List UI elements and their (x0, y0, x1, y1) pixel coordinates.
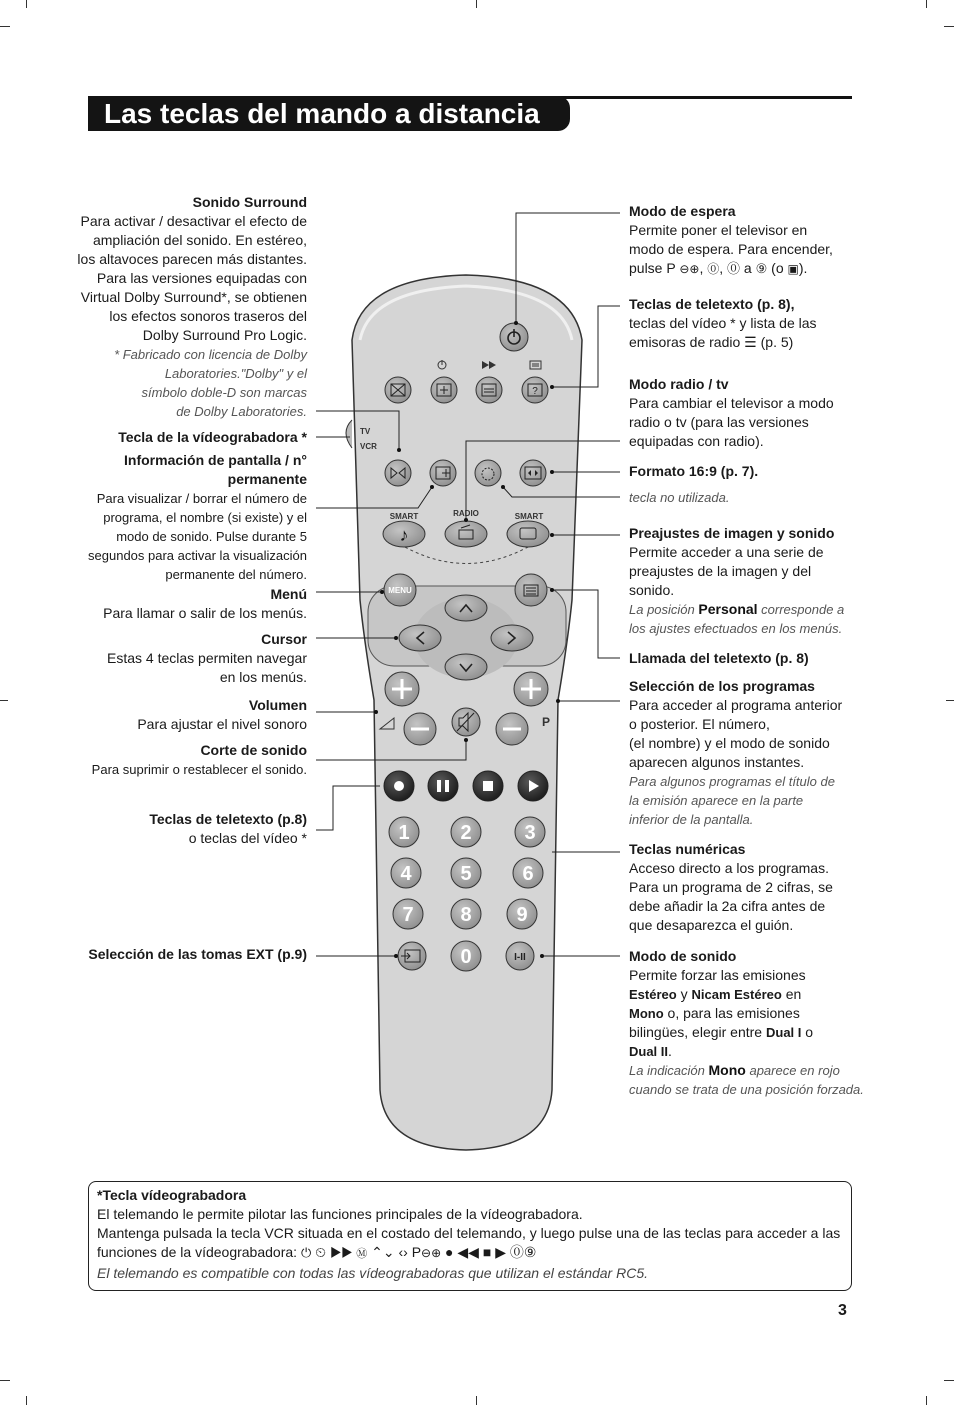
sound-mode-button (506, 942, 534, 970)
volume-plus-button (385, 672, 419, 706)
vcr-note-box (88, 1181, 852, 1291)
sound-mode-heading: Modo de sonido (629, 948, 737, 964)
teletext-call-button (515, 574, 547, 606)
radio-button (445, 521, 487, 547)
sleep-timer-button (475, 460, 501, 486)
programs-line: aparecen algunos instantes. (629, 754, 805, 770)
digit-5-button[interactable] (451, 858, 481, 888)
standby-sep: , (719, 260, 728, 276)
programs-note: la emisión aparece en la parte (629, 793, 804, 808)
info-description (40, 451, 307, 584)
and-word: y (680, 986, 688, 1002)
volume-description (40, 696, 307, 734)
minus-plus-icon: ⊖⊕ (421, 1246, 442, 1260)
cursor-left-right-icon: ‹› (398, 1244, 408, 1260)
digit-1-button[interactable] (389, 817, 419, 847)
timer-icon: ⏲ (315, 1244, 327, 1260)
teletext-vcr-description (40, 810, 307, 848)
note-line: El telemando le permite pilotar las funciones principales de la vídeograbadora. (97, 1206, 583, 1222)
surround-line: ampliación del sonido. En estéreo, (92, 232, 307, 248)
teletext-call-description (629, 649, 869, 668)
nicam-label: Nicam Estéreo (691, 987, 782, 1002)
sound-note-suffix: aparece en rojo (749, 1063, 840, 1078)
cursor-heading: Cursor (261, 631, 307, 647)
smart-sound-button (383, 521, 425, 547)
programs-note: inferior de la pantalla. (629, 812, 754, 827)
digit-label: 3 (524, 822, 536, 844)
numeric-line: Para un programa de 2 cifras, se (629, 879, 833, 895)
teletext-call-heading: Llamada del teletexto (p. 8) (629, 650, 809, 666)
play-button (518, 771, 548, 801)
info-line: Para visualizar / borrar el número de (96, 491, 307, 506)
dual-2-label: Dual II (629, 1044, 669, 1059)
presets-heading: Preajustes de imagen y sonido (629, 525, 835, 541)
numeric-line: que desaparezca el guión. (629, 917, 794, 933)
menu-heading: Menú (270, 586, 307, 602)
radio-line: Para cambiar el televisor a modo (629, 395, 834, 411)
radio-key-icon: ▣ (787, 262, 799, 276)
presets-description (629, 524, 869, 638)
note-footer: El telemando es compatible con todas las vídeograbadoras que utilizan el estándar RC5. (97, 1265, 648, 1281)
sound-mode-key-label: I-II (514, 952, 526, 963)
standby-icon: ⏻ (300, 1245, 312, 1260)
digit-6-button[interactable] (513, 858, 543, 888)
en-word: en (785, 986, 802, 1002)
or-word: o (805, 1024, 814, 1040)
digit-label: 9 (516, 904, 528, 926)
cursor-line: en los menús. (219, 669, 307, 685)
sound-mode-line-5 (629, 1042, 869, 1061)
menu-line: Para llamar o salir de los menús. (103, 605, 307, 621)
digits-0-9-icon: ⓪⑨ (509, 1244, 537, 1260)
list-icon: ☰ (744, 334, 757, 350)
radio-description (629, 375, 869, 451)
radio-label: RADIO (453, 509, 479, 518)
digit-9-icon: ⑨ (755, 261, 768, 276)
programs-note: Para algunos programas el título de (629, 774, 835, 789)
menu-icon: Ⓜ (356, 1248, 368, 1260)
cursor-line: Estas 4 teclas permiten navegar (107, 650, 307, 666)
digit-3-button[interactable] (515, 817, 545, 847)
sound-mode-line-4 (629, 1023, 869, 1042)
pause-button (428, 771, 458, 801)
presets-note-prefix: La posición (629, 602, 695, 617)
volume-heading: Volumen (248, 697, 307, 713)
digit-8-button[interactable] (451, 899, 481, 929)
fast-forward-icon: ▶▶ (329, 1244, 353, 1260)
minus-plus-icon: ⊖⊕ (679, 262, 700, 276)
programs-line: o posterior. El número, (629, 716, 770, 732)
digit-0-icon: ⓪ (727, 261, 741, 276)
standby-symbol-icon: ⓪ (707, 262, 720, 276)
standby-sep: (o (767, 260, 788, 276)
record-icon: ● (445, 1244, 454, 1260)
numeric-description (629, 840, 869, 935)
cursor-right-button (491, 625, 533, 651)
mute-button (452, 708, 480, 736)
surround-line: Para las versiones equipadas con (96, 270, 307, 286)
info-heading: Información de pantalla / n° (124, 452, 307, 468)
programs-description (629, 677, 869, 829)
teletext-red-button (431, 377, 457, 403)
standby-last-line (629, 259, 869, 279)
teletext-reveal-button (522, 377, 548, 403)
dolby-note: * Fabricado con licencia de Dolby (114, 347, 307, 362)
surround-line: Para activar / desactivar el efecto de (80, 213, 307, 229)
teletext-green-button (476, 377, 502, 403)
info-button (430, 460, 456, 486)
p-label: P (411, 1244, 422, 1260)
standby-sep: a (740, 260, 756, 276)
digit-label: 2 (460, 822, 472, 844)
standby-description (629, 202, 869, 279)
vcr-label: VCR (360, 442, 377, 451)
digit-label: 5 (460, 863, 472, 885)
surround-description (40, 193, 307, 421)
numeric-heading: Teclas numéricas (629, 841, 746, 857)
programs-line: (el nombre) y el modo de sonido (629, 735, 830, 751)
page-title: Las teclas del mando a distancia (88, 96, 570, 131)
standby-button (500, 323, 528, 351)
standby-heading: Modo de espera (629, 203, 736, 219)
surround-line: Dolby Surround Pro Logic. (142, 327, 307, 343)
menu-description (40, 585, 307, 623)
mute-description (40, 741, 307, 779)
vcr-key-heading: Tecla de la vídeograbadora * (118, 429, 307, 445)
presets-note (629, 600, 869, 619)
teletext-vcr-heading: Teclas de teletexto (p.8) (149, 811, 307, 827)
presets-line: preajustes de la imagen y del (629, 563, 812, 579)
presets-line: sonido. (629, 582, 675, 598)
surround-heading: Sonido Surround (192, 194, 307, 210)
digit-label: 7 (402, 904, 414, 926)
teletext-keys-suffix: (p. 5) (760, 334, 794, 350)
note-line-3-prefix: funciones de la vídeograbadora: (97, 1244, 298, 1260)
info-line: modo de sonido. Pulse durante 5 (116, 529, 307, 544)
radio-line: equipadas con radio). (629, 433, 764, 449)
digit-9-button[interactable] (507, 899, 537, 929)
record-button (384, 771, 414, 801)
format-heading: Formato 16:9 (p. 7). (629, 463, 759, 479)
sound-note-prefix: La indicación (629, 1063, 705, 1078)
info-line: permanente del número. (165, 567, 307, 582)
format-note: tecla no utilizada. (629, 490, 730, 505)
mute-heading: Corte de sonido (200, 742, 307, 758)
digit-7-button[interactable] (393, 899, 423, 929)
teletext-keys-last (629, 333, 869, 352)
smart-picture-button (507, 521, 549, 547)
teletext-keys-description (629, 295, 869, 352)
cursor-down-button (445, 654, 487, 680)
volume-minus-button (404, 713, 436, 745)
surround-line: los efectos sonoros traseros del (109, 308, 307, 324)
dual-1-label: Dual I (765, 1025, 802, 1040)
note-line-3 (97, 1243, 843, 1264)
mute-line: Para suprimir o restablecer el sonido. (91, 762, 307, 777)
menu-button (384, 574, 416, 606)
teletext-vcr-line: o teclas del vídeo * (188, 830, 307, 846)
format-description (629, 462, 869, 507)
stop-icon: ■ (482, 1244, 492, 1260)
dolby-note: de Dolby Laboratories. (176, 404, 307, 419)
ext-description (40, 945, 307, 964)
ext-heading: Selección de las tomas EXT (p.9) (88, 946, 307, 962)
presets-note-bold: Personal (698, 601, 758, 617)
stop-button (473, 771, 503, 801)
vcr-key-description (40, 428, 307, 447)
sound-mode-description (629, 947, 869, 1099)
tv-label: TV (360, 427, 371, 436)
svg-text:♪: ♪ (399, 525, 409, 545)
stereo-label: Estéreo (629, 987, 677, 1002)
teletext-keys-prefix: emisoras de radio (629, 334, 741, 350)
teletext-keys-heading: Teclas de teletexto (p. 8), (629, 296, 795, 312)
digit-label: 1 (398, 822, 410, 844)
surround-line: Virtual Dolby Surround*, se obtienen (80, 289, 307, 305)
smart-sound-label: SMART (389, 512, 419, 521)
surround-button (385, 377, 411, 403)
digit-label: 4 (400, 863, 412, 885)
standby-sep: , (699, 260, 708, 276)
surround-line: los altavoces parecen más distantes. (77, 251, 307, 267)
rewind-icon: ◀◀ (457, 1244, 479, 1260)
volume-line: Para ajustar el nivel sonoro (137, 716, 307, 732)
info-line: programa, el nombre (si existe) y el (103, 510, 307, 525)
period: . (668, 1043, 672, 1059)
standby-last-prefix: pulse P (629, 260, 676, 276)
sound-mode-line: Permite forzar las emisiones (629, 967, 806, 983)
teletext-keys-line: teclas del vídeo * y lista de las (629, 315, 817, 331)
program-plus-button (514, 672, 548, 706)
format-16-9-button (520, 460, 546, 486)
sound-mode-line-2 (629, 985, 869, 1004)
standby-line: Permite poner el televisor en (629, 222, 808, 238)
programs-line: Para acceder al programa anterior (629, 697, 843, 713)
numeric-line: debe añadir la 2a cifra antes de (629, 898, 826, 914)
note-heading: *Tecla vídeograbadora (97, 1187, 247, 1203)
numeric-line: Acceso directo a los programas. (629, 860, 829, 876)
standby-suffix: ). (798, 260, 808, 276)
presets-note-suffix: corresponde a (761, 602, 845, 617)
digit-label: 8 (460, 904, 472, 926)
digit-2-button[interactable] (451, 817, 481, 847)
cursor-up-down-icon: ⌃⌄ (371, 1244, 395, 1260)
mono-label: Mono (629, 1006, 664, 1021)
digit-4-button[interactable] (391, 858, 421, 888)
info-line: segundos para activar la visualización (88, 548, 307, 563)
vcr-key-button (385, 460, 411, 486)
radio-line: radio o tv (para las versiones (629, 414, 809, 430)
play-icon: ▶ (495, 1244, 506, 1260)
digit-0-button[interactable] (451, 941, 481, 971)
program-p-label: P (542, 715, 551, 729)
svg-text:?: ? (532, 386, 538, 397)
page-number: 3 (838, 1302, 847, 1319)
digit-label: 6 (522, 863, 534, 885)
cursor-up-button (445, 595, 487, 621)
dolby-note: Laboratories."Dolby" y el (164, 366, 307, 381)
program-minus-button (496, 713, 528, 745)
sound-mode-note-2: cuando se trata de una posición forzada. (629, 1082, 864, 1097)
presets-note-2: los ajustes efectuados en los menús. (629, 621, 843, 636)
sound-mode-rest: o, para las emisiones (667, 1005, 800, 1021)
info-heading-2: permanente (227, 471, 307, 487)
sound-mode-line-3 (629, 1004, 869, 1023)
presets-line: Permite acceder a una serie de (629, 544, 824, 560)
digit-label: 0 (460, 946, 472, 968)
cursor-description (40, 630, 307, 687)
sound-mode-note (629, 1061, 869, 1080)
standby-line: modo de espera. Para encender, (629, 241, 833, 257)
ext-source-button (398, 942, 426, 970)
sound-note-bold: Mono (708, 1062, 746, 1078)
smart-picture-label: SMART (514, 512, 544, 521)
note-line: Mantenga pulsada la tecla VCR situada en el costado del telemando, y luego pulse una de las teclas para acceder a las (97, 1225, 841, 1241)
dolby-note: símbolo doble-D son marcas (141, 385, 307, 400)
menu-key-label: MENU (388, 586, 412, 595)
cursor-left-button (399, 625, 441, 651)
sound-mode-prefix: bilingües, elegir entre (629, 1024, 763, 1040)
radio-heading: Modo radio / tv (629, 376, 729, 392)
programs-heading: Selección de los programas (629, 678, 815, 694)
vcr-side-tab (346, 420, 352, 448)
